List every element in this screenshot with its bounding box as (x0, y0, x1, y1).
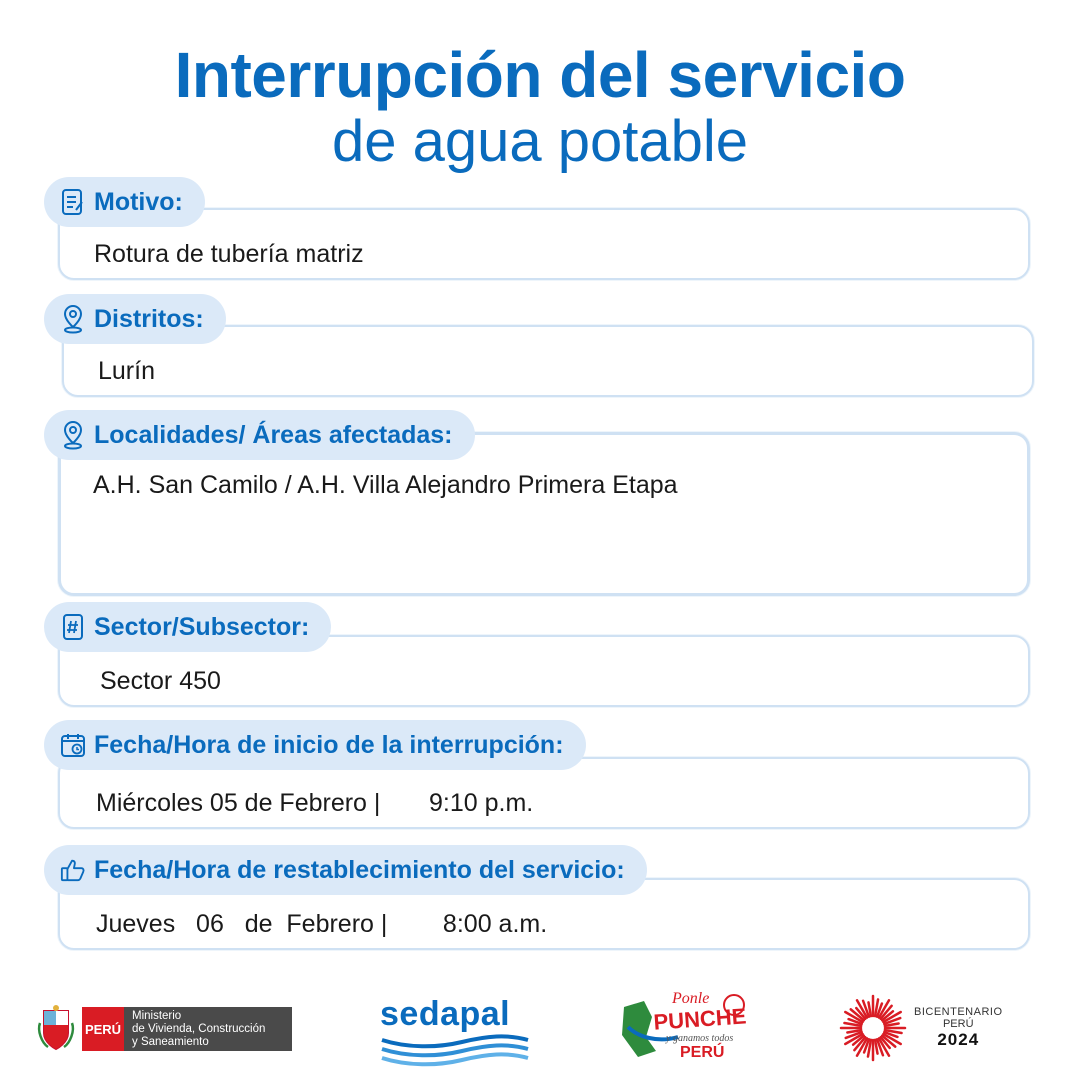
ponle-punche-logo (614, 987, 754, 1063)
sedapal-text: sedapal (380, 995, 511, 1033)
inicio-label: Fecha/Hora de inicio de la interrupción: (94, 730, 564, 759)
ministry-logo (36, 1003, 292, 1055)
ministry-line2: de Vivienda, Construcción (132, 1023, 266, 1035)
bicentenario-line1: BICENTENARIO (914, 1006, 1003, 1018)
restablecimiento-value: Jueves 06 de Febrero | 8:00 a.m. (96, 910, 548, 938)
ponle-line4: PERÚ (680, 1044, 725, 1061)
ponle-line2: PUNCHE (652, 1003, 748, 1035)
ministry-line3: y Saneamiento (132, 1036, 209, 1048)
sector-value: Sector 450 (100, 667, 221, 695)
ponle-line3: y ganamos todos (666, 1033, 734, 1044)
inicio-value: Miércoles 05 de Febrero | 9:10 p.m. (96, 789, 534, 817)
peru-label: PERÚ (82, 1007, 124, 1051)
footer-logos (0, 985, 1080, 1065)
ponle-line1: Ponle (672, 990, 710, 1007)
peru-shield-icon (36, 1003, 76, 1055)
distritos-value: Lurín (98, 357, 155, 385)
localidades-label: Localidades/ Áreas afectadas: (94, 420, 453, 449)
localidades-value: A.H. San Camilo / A.H. Villa Alejandro Primera Etapa (93, 471, 678, 499)
ministry-name (124, 1007, 292, 1051)
distritos-label: Distritos: (94, 304, 204, 333)
motivo-label: Motivo: (94, 187, 183, 216)
motivo-box (58, 208, 1030, 280)
page-title: Interrupción del servicio (174, 39, 906, 111)
inicio-pill (44, 720, 586, 770)
checklist-icon (60, 187, 86, 217)
thumbs-up-icon (60, 855, 86, 885)
bicentenario-logo (838, 993, 1003, 1063)
sedapal-logo (380, 995, 530, 1075)
location-pin-icon (60, 420, 86, 450)
restablecimiento-label: Fecha/Hora de restablecimiento del servicio: (94, 855, 625, 884)
hash-icon (60, 612, 86, 642)
restablecimiento-pill (44, 845, 647, 895)
calendar-clock-icon (60, 730, 86, 760)
sector-label: Sector/Subsector: (94, 612, 310, 641)
page-subtitle: de agua potable (331, 109, 749, 174)
localidades-pill (44, 410, 475, 460)
distritos-pill (44, 294, 226, 344)
motivo-pill (44, 177, 205, 227)
sedapal-waves-icon (380, 1034, 530, 1070)
bicentenario-line2: PERÚ (942, 1018, 974, 1030)
bicentenario-burst-icon (838, 993, 908, 1063)
location-pin-icon (60, 304, 86, 334)
motivo-value: Rotura de tubería matriz (94, 240, 364, 268)
sector-pill (44, 602, 331, 652)
ministry-line1: Ministerio (132, 1010, 182, 1022)
bicentenario-year: 2024 (937, 1030, 980, 1049)
